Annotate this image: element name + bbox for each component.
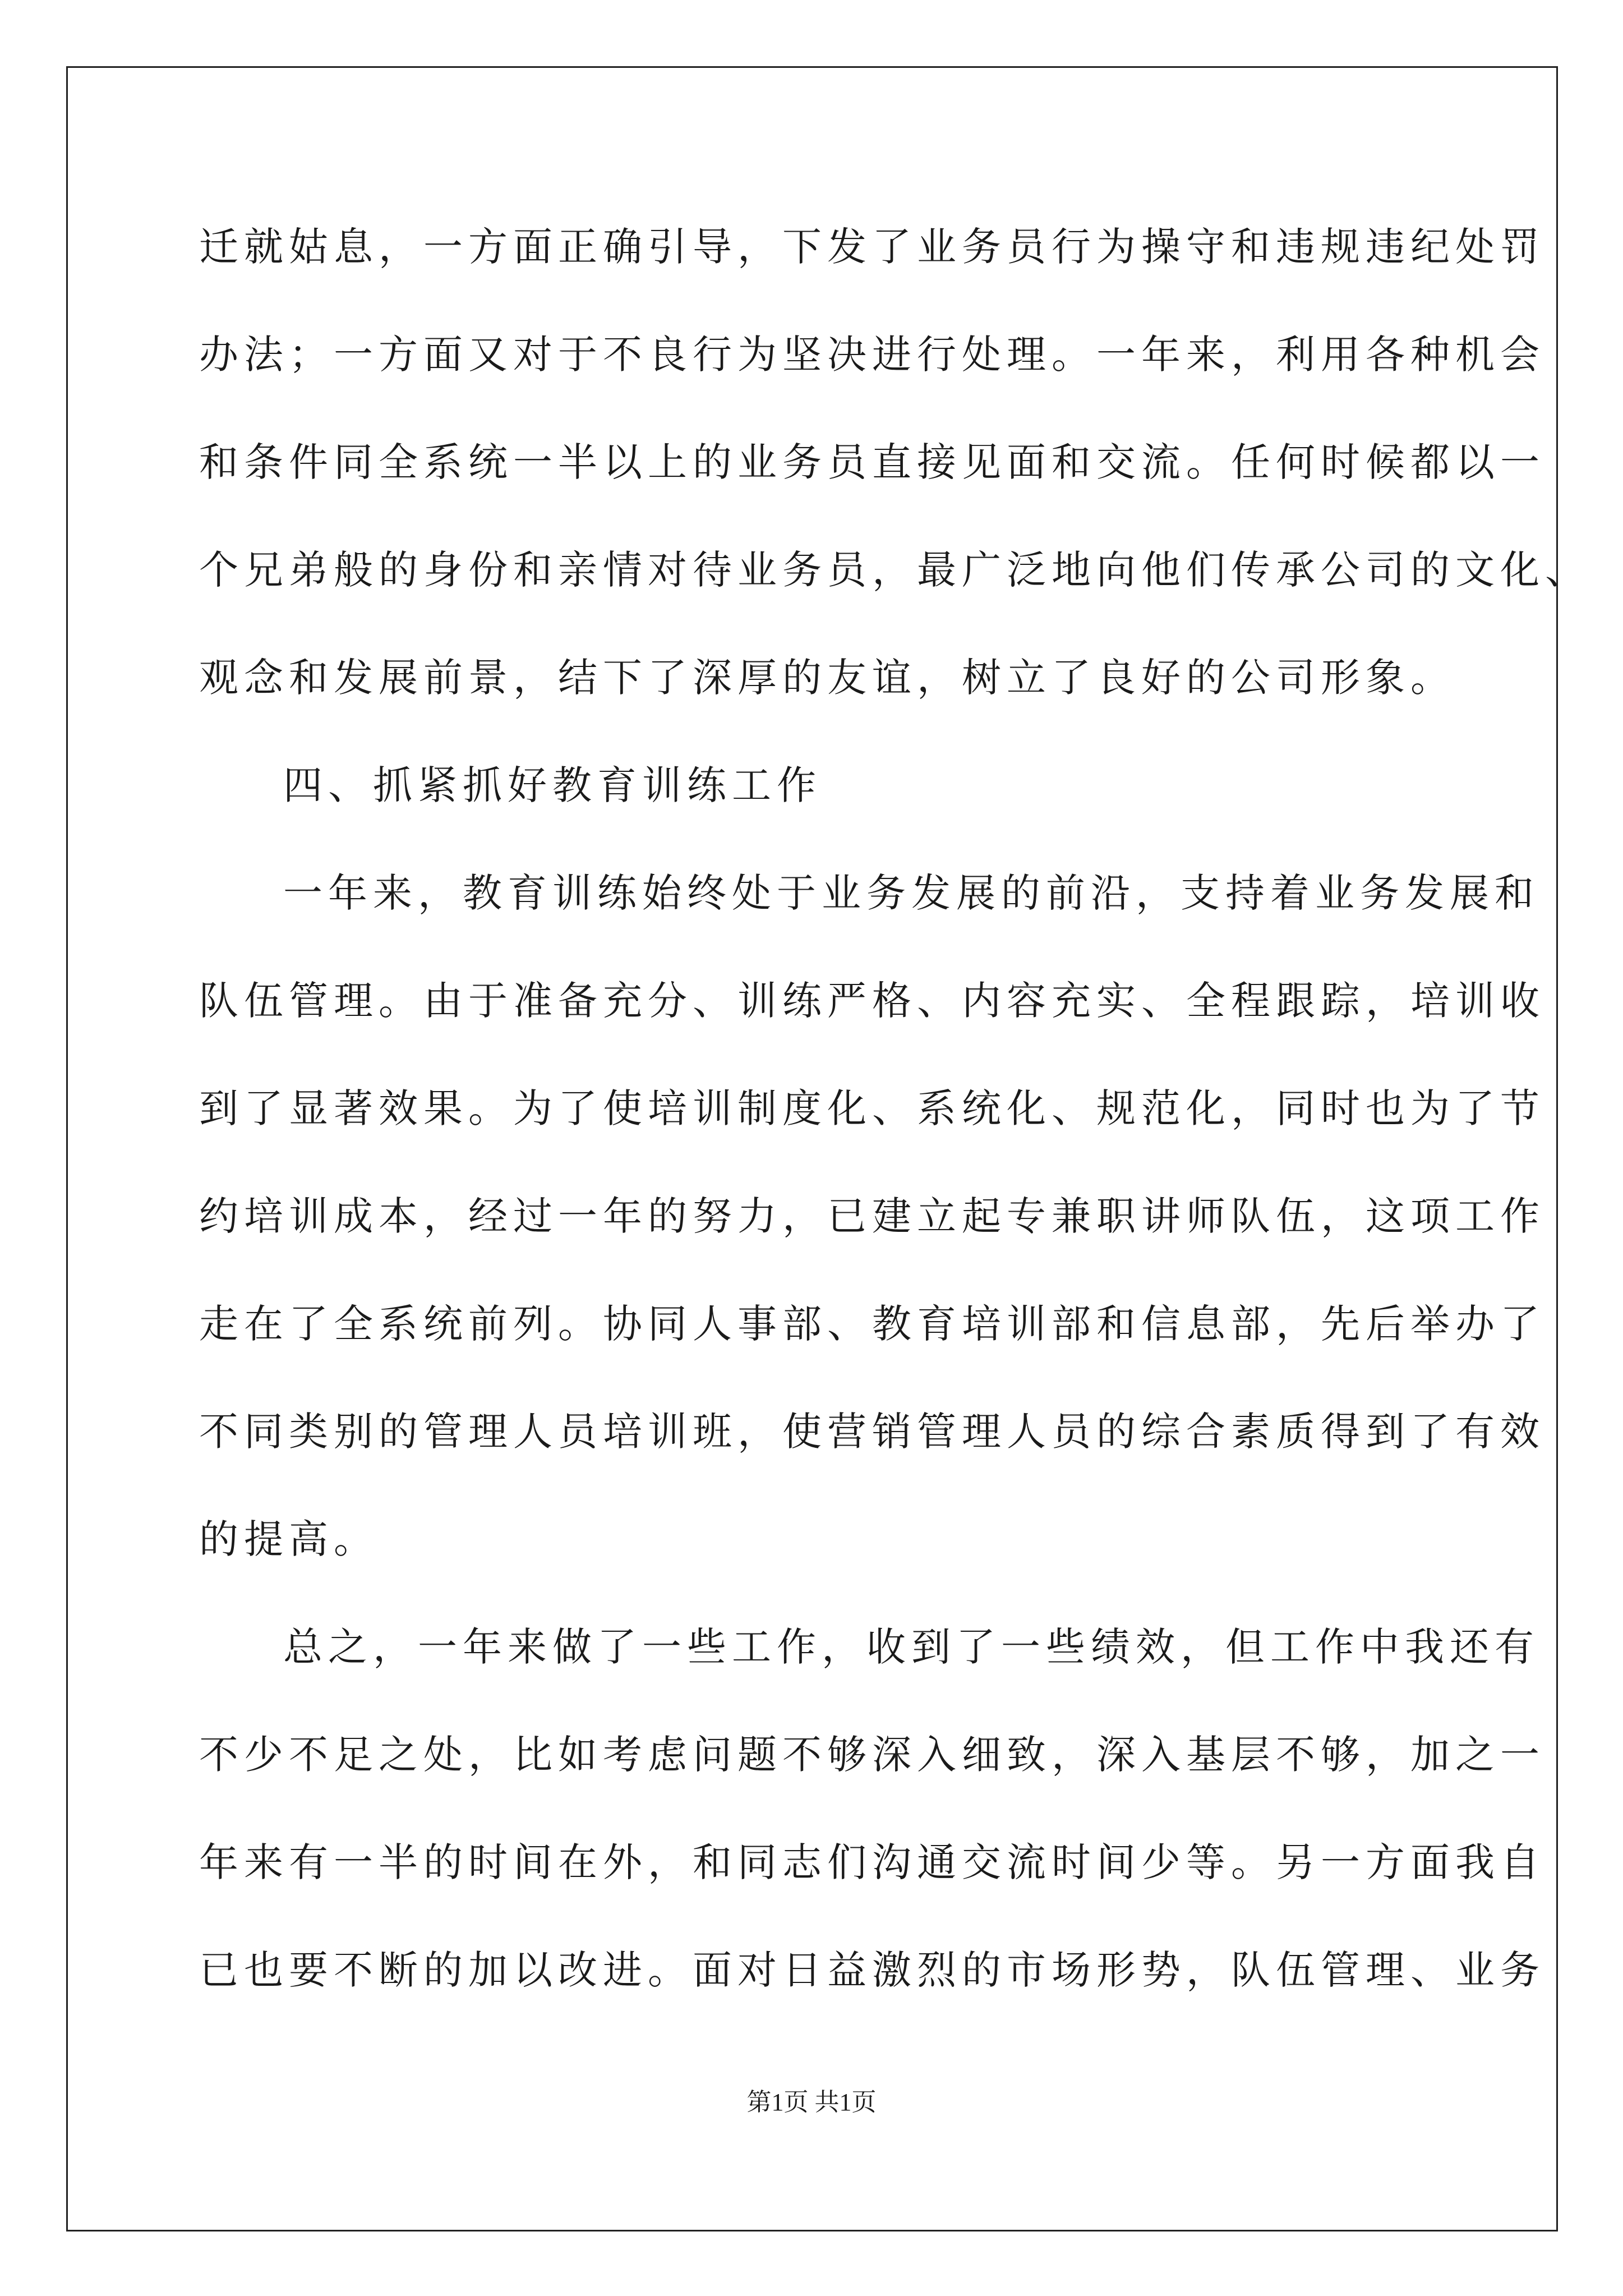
page-frame bbox=[66, 66, 1558, 2231]
body-text-line: 走在了全系统前列。协同人事部、教育培训部和信息部，先后举办了 bbox=[199, 1301, 1545, 1347]
body-text-line: 不少不足之处，比如考虑问题不够深入细致，深入基层不够，加之一 bbox=[199, 1732, 1545, 1778]
body-text-line: 队伍管理。由于准备充分、训练严格、内容充实、全程跟踪，培训收 bbox=[199, 978, 1545, 1024]
body-text-line: 约培训成本，经过一年的努力，已建立起专兼职讲师队伍，这项工作 bbox=[199, 1193, 1545, 1239]
body-text-line: 的提高。 bbox=[199, 1516, 379, 1562]
body-text-line: 不同类别的管理人员培训班，使营销管理人员的综合素质得到了有效 bbox=[199, 1409, 1545, 1455]
body-text-line: 和条件同全系统一半以上的业务员直接见面和交流。任何时候都以一 bbox=[199, 439, 1545, 485]
page-number-footer: 第1页 共1页 bbox=[746, 2088, 877, 2116]
body-text-line: 已也要不断的加以改进。面对日益激烈的市场形势，队伍管理、业务 bbox=[199, 1947, 1545, 1993]
body-text-line: 到了显著效果。为了使培训制度化、系统化、规范化，同时也为了节 bbox=[199, 1085, 1545, 1131]
body-text-line: 个兄弟般的身份和亲情对待业务员，最广泛地向他们传承公司的文化、 bbox=[199, 547, 1590, 593]
body-text-line: 总之，一年来做了一些工作，收到了一些绩效，但工作中我还有 bbox=[283, 1624, 1539, 1670]
body-text-line: 年来有一半的时间在外，和同志们沟通交流时间少等。另一方面我自 bbox=[199, 1839, 1545, 1885]
body-text-line: 观念和发展前景，结下了深厚的友谊，树立了良好的公司形象。 bbox=[199, 655, 1455, 701]
section-heading: 四、抓紧抓好教育训练工作 bbox=[283, 762, 822, 808]
body-text-line: 一年来，教育训练始终处于业务发展的前沿，支持着业务发展和 bbox=[283, 870, 1539, 916]
body-text-line: 迁就姑息，一方面正确引导，下发了业务员行为操守和违规违纪处罚 bbox=[199, 224, 1545, 270]
body-text-line: 办法；一方面又对于不良行为坚决进行处理。一年来，利用各种机会 bbox=[199, 332, 1545, 378]
